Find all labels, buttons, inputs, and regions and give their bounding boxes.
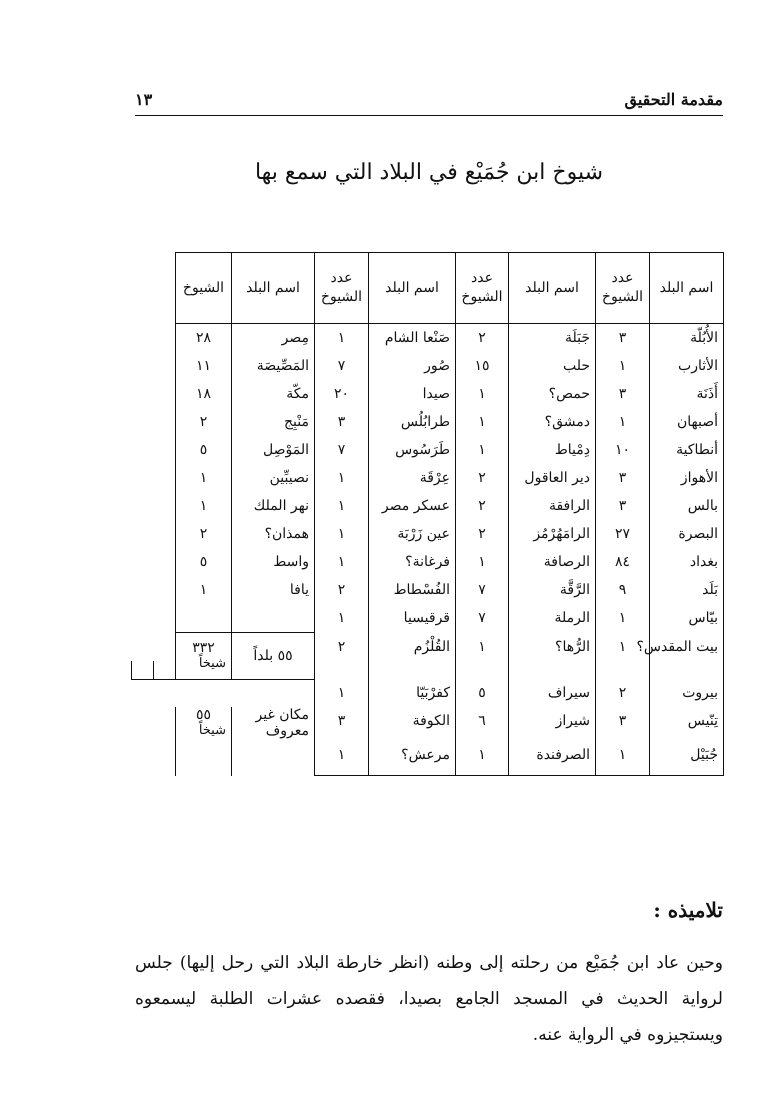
- page-number: ١٣: [135, 89, 153, 109]
- shuyukh-count-cell: ٢: [315, 576, 369, 604]
- table-header-row: [132, 253, 724, 324]
- shuyukh-count-cell: ٣: [596, 464, 650, 492]
- table-row: [132, 604, 724, 633]
- table-row: [132, 436, 724, 464]
- shuyukh-count-cell: ٧: [456, 604, 509, 633]
- shuyukh-count-cell: ١٥: [456, 352, 509, 380]
- shuyukh-count-cell: ١: [596, 604, 650, 633]
- city-name-cell: سيراف: [509, 679, 596, 707]
- shuyukh-count-cell: ٢٧: [596, 520, 650, 548]
- shuyukh-count-cell: ١: [315, 324, 369, 353]
- table-row: [132, 464, 724, 492]
- table-spacer-cell: [509, 661, 596, 680]
- table-spacer-cell: [650, 661, 724, 680]
- table-row: [132, 492, 724, 520]
- city-name-cell: واسط: [232, 548, 315, 576]
- table-row: [132, 324, 724, 353]
- city-name-cell: أصبهان: [650, 408, 724, 436]
- shuyukh-count-cell: ١: [456, 380, 509, 408]
- city-name-cell: بيت المقدس؟: [650, 633, 724, 661]
- shuyukh-count-cell: ٣: [596, 492, 650, 520]
- header-city-1: اسم البلد: [650, 253, 724, 324]
- shuyukh-count-cell: ٢٨: [176, 324, 232, 353]
- shuyukh-count-cell: ٢: [176, 520, 232, 548]
- shuyukh-count-cell: ٣: [596, 707, 650, 735]
- city-name-cell: عِرْقَة: [369, 464, 456, 492]
- city-name-cell: طَرَسُوس: [369, 436, 456, 464]
- table-row: [132, 633, 724, 661]
- summary-total-unit: شيخاً: [198, 656, 226, 672]
- city-name-cell: عين زَرْبَة: [369, 520, 456, 548]
- shuyukh-count-cell: ٢: [456, 324, 509, 353]
- header-city-4: اسم البلد: [232, 253, 315, 324]
- table-row: [132, 380, 724, 408]
- city-name-cell: الرُّها؟: [509, 633, 596, 661]
- shuyukh-count-cell: ١: [315, 492, 369, 520]
- shuyukh-table: [131, 252, 724, 776]
- table-spacer-cell: [132, 661, 154, 680]
- city-name-cell: الأثارب: [650, 352, 724, 380]
- city-name-cell: المَوْصِل: [232, 436, 315, 464]
- city-name-cell: الأُبُلّة: [650, 324, 724, 353]
- shuyukh-count-cell: ١٨: [176, 380, 232, 408]
- shuyukh-count-cell: ١: [596, 735, 650, 776]
- summary-total-number: ٣٣٢: [192, 640, 215, 657]
- city-name-cell: شيراز: [509, 707, 596, 735]
- city-name-cell: حلب: [509, 352, 596, 380]
- city-name-cell: مَنْبِج: [232, 408, 315, 436]
- shuyukh-count-cell: ١: [315, 520, 369, 548]
- header-section-title: مقدمة التحقيق: [624, 89, 723, 109]
- shuyukh-count-cell: ١: [315, 735, 369, 776]
- city-name-cell: أَذَنَة: [650, 380, 724, 408]
- city-name-cell: قرقيسيا: [369, 604, 456, 633]
- shuyukh-count-cell: ١: [596, 633, 650, 661]
- table-body: [132, 324, 724, 776]
- table-spacer-cell: [369, 661, 456, 680]
- table-row: [132, 548, 724, 576]
- shuyukh-count-cell: ١: [176, 464, 232, 492]
- shuyukh-count-cell: ٥: [176, 436, 232, 464]
- city-name-cell: الأهواز: [650, 464, 724, 492]
- shuyukh-count-cell: ١: [315, 604, 369, 633]
- city-name-cell: القُلْزُم: [369, 633, 456, 661]
- city-name-cell: دير العاقول: [509, 464, 596, 492]
- city-name-cell: الفُسْطاط: [369, 576, 456, 604]
- city-name-cell: أنطاكية: [650, 436, 724, 464]
- shuyukh-count-cell: ١: [456, 436, 509, 464]
- shuyukh-count-cell: ٣: [315, 408, 369, 436]
- empty-cell: [176, 604, 232, 633]
- shuyukh-count-cell: ١: [315, 464, 369, 492]
- shuyukh-count-cell: ٣: [315, 707, 369, 735]
- running-header: [135, 86, 723, 112]
- table-row: [132, 707, 724, 735]
- shuyukh-count-cell: ٧: [315, 352, 369, 380]
- header-count-1: عدد الشيوخ: [596, 253, 650, 324]
- city-name-cell: جُبَيْل: [650, 735, 724, 776]
- city-name-cell: همذان؟: [232, 520, 315, 548]
- city-name-cell: عسكر مصر: [369, 492, 456, 520]
- shuyukh-count-cell: ٢: [456, 492, 509, 520]
- shuyukh-count-cell: ١٠: [596, 436, 650, 464]
- shuyukh-count-cell: ١: [456, 633, 509, 661]
- shuyukh-count-cell: ٢: [456, 520, 509, 548]
- shuyukh-count-cell: ١: [456, 408, 509, 436]
- city-name-cell: تِنّيس: [650, 707, 724, 735]
- table-row: [132, 352, 724, 380]
- city-name-cell: بالس: [650, 492, 724, 520]
- city-name-cell: بَلَد: [650, 576, 724, 604]
- table-spacer-cell: [315, 661, 369, 680]
- city-name-cell: يافا: [232, 576, 315, 604]
- shuyukh-count-cell: ٥: [176, 548, 232, 576]
- table-spacer-cell: [456, 661, 509, 680]
- city-name-cell: فرغانة؟: [369, 548, 456, 576]
- summary-unknown-count: [176, 707, 232, 776]
- summary-unknown-place: مكان غير معروف: [232, 707, 315, 776]
- city-name-cell: كفرْبَيّا: [369, 679, 456, 707]
- shuyukh-count-cell: ٣: [596, 380, 650, 408]
- city-name-cell: دمشق؟: [509, 408, 596, 436]
- shuyukh-count-cell: ١١: [176, 352, 232, 380]
- city-name-cell: طرابُلُس: [369, 408, 456, 436]
- header-city-3: اسم البلد: [369, 253, 456, 324]
- table-row: [132, 576, 724, 604]
- shuyukh-count-cell: ١: [315, 679, 369, 707]
- city-name-cell: الرامَهُرْمُز: [509, 520, 596, 548]
- shuyukh-count-cell: ١: [456, 548, 509, 576]
- shuyukh-count-cell: ٢: [596, 679, 650, 707]
- shuyukh-count-cell: ٧: [315, 436, 369, 464]
- city-name-cell: المَصِّيصَة: [232, 352, 315, 380]
- table-row: [132, 520, 724, 548]
- shuyukh-count-cell: ٣: [596, 324, 650, 353]
- summary-unknown-number: ٥٥: [195, 707, 212, 723]
- shuyukh-count-cell: ٢: [456, 464, 509, 492]
- table-title: شيوخ ابن جُمَيْع في البلاد التي سمع بها: [254, 160, 604, 185]
- shuyukh-count-cell: ١: [596, 408, 650, 436]
- city-name-cell: صُور: [369, 352, 456, 380]
- section-heading: تلاميذه :: [653, 898, 723, 922]
- empty-cell: [232, 604, 315, 633]
- header-rule: [135, 115, 723, 116]
- city-name-cell: مكّة: [232, 380, 315, 408]
- city-name-cell: البصرة: [650, 520, 724, 548]
- shuyukh-count-cell: ١: [176, 576, 232, 604]
- header-count-3: عدد الشيوخ: [315, 253, 369, 324]
- header-city-2: اسم البلد: [509, 253, 596, 324]
- city-name-cell: الكوفة: [369, 707, 456, 735]
- city-name-cell: مرعش؟: [369, 735, 456, 776]
- summary-total-count: [176, 633, 232, 680]
- table-row: [132, 679, 724, 707]
- table-row: [132, 408, 724, 436]
- shuyukh-count-cell: ٨٤: [596, 548, 650, 576]
- city-name-cell: الرافقة: [509, 492, 596, 520]
- shuyukh-count-cell: ٢: [315, 633, 369, 661]
- city-name-cell: نصيبِّين: [232, 464, 315, 492]
- shuyukh-count-cell: ٧: [456, 576, 509, 604]
- body-paragraph: وحين عاد ابن جُمَيْع من رحلته إلى وطنه (انظر خارطة البلاد التي رحل إليها) جلس لرواية الحديث في المسجد الجامع بصيدا، فقصده عشرات الطلبة ليسمعوه ويستجيزوه في الرواية عنه.: [135, 953, 723, 1045]
- summary-total-cities: ٥٥ بلداً: [232, 633, 315, 680]
- shuyukh-count-cell: ١: [176, 492, 232, 520]
- city-name-cell: الرملة: [509, 604, 596, 633]
- city-name-cell: جَبَلَة: [509, 324, 596, 353]
- shuyukh-count-cell: ٩: [596, 576, 650, 604]
- shuyukh-count-cell: ٥: [456, 679, 509, 707]
- shuyukh-count-cell: ١: [596, 352, 650, 380]
- city-name-cell: بيّاس: [650, 604, 724, 633]
- header-count-2: عدد الشيوخ: [456, 253, 509, 324]
- table-spacer-cell: [596, 661, 650, 680]
- summary-unknown-unit: شيخاً: [198, 723, 226, 738]
- header-count-4: الشيوخ: [176, 253, 232, 324]
- city-name-cell: الرَّقَّة: [509, 576, 596, 604]
- city-name-cell: مِصر: [232, 324, 315, 353]
- city-name-cell: دِمْياط: [509, 436, 596, 464]
- city-name-cell: صَنْعا الشام: [369, 324, 456, 353]
- city-name-cell: بغداد: [650, 548, 724, 576]
- shuyukh-count-cell: ١: [456, 735, 509, 776]
- city-name-cell: حمص؟: [509, 380, 596, 408]
- city-name-cell: الصرفندة: [509, 735, 596, 776]
- city-name-cell: بيروت: [650, 679, 724, 707]
- city-name-cell: صيدا: [369, 380, 456, 408]
- city-name-cell: الرصافة: [509, 548, 596, 576]
- city-name-cell: نهر الملك: [232, 492, 315, 520]
- table-spacer-cell: [154, 661, 176, 680]
- shuyukh-count-cell: ٢٠: [315, 380, 369, 408]
- shuyukh-count-cell: ٦: [456, 707, 509, 735]
- shuyukh-count-cell: ٢: [176, 408, 232, 436]
- shuyukh-count-cell: ١: [315, 548, 369, 576]
